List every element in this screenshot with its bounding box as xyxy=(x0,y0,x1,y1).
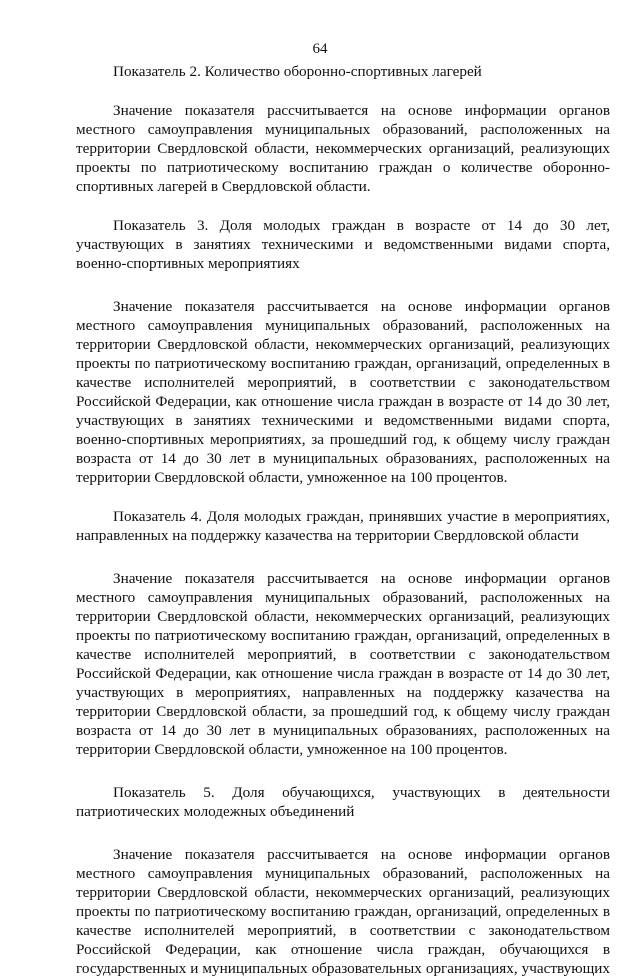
page-number: 64 xyxy=(312,41,328,57)
spacer xyxy=(76,821,610,845)
indicator-4-heading: Показатель 4. Доля молодых граждан, принявших участие в мероприятиях, направленных на поддержку казачества на территории Свердловской области xyxy=(76,508,610,544)
spacer xyxy=(76,196,610,216)
document-content xyxy=(76,62,610,978)
indicator-4-body: Значение показателя рассчитывается на основе информации органов местного самоуправления муниципальных образований, расположенных на территории Свердловской области, некоммерческих организаций, реализующих проекты по патриотическому воспитанию граждан, организаций, определенных в качестве исполнителей мероприятий, в соответствии с законодательством Российской Федерации, как отношение числа граждан в возрасте от 14 до 30 лет, участвующих в мероприятиях, направленных на поддержку казачества на территории Свердловской области, за прошедший год, к общему числу граждан возраста от 14 до 30 лет в муниципальных образованиях, расположенных на территории Свердловской области, умноженное на 100 процентов. xyxy=(76,570,610,758)
spacer xyxy=(76,487,610,507)
indicator-3-heading: Показатель 3. Доля молодых граждан в возрасте от 14 до 30 лет, участвующих в занятиях техническими и ведомственными видами спорта, военно-спортивных мероприятиях xyxy=(76,217,610,272)
indicator-2-heading: Показатель 2. Количество оборонно-спортивных лагерей xyxy=(113,63,482,80)
indicator-3-body: Значение показателя рассчитывается на основе информации органов местного самоуправления муниципальных образований, расположенных на территории Свердловской области, некоммерческих организаций, реализующих проекты по патриотическому воспитанию граждан, организаций, определенных в качестве исполнителей мероприятий, в соответствии с законодательством Российской Федерации, как отношение числа граждан в возрасте от 14 до 30 лет, участвующих в занятиях техническими и ведомственными видами спорта, военно-спортивных мероприятиях, за прошедший год, к общему числу граждан возраста от 14 до 30 лет в муниципальных образованиях, расположенных на территории Свердловской области, умноженное на 100 процентов. xyxy=(76,298,610,486)
indicator-5-body: Значение показателя рассчитывается на основе информации органов местного самоуправления муниципальных образований, расположенных на территории Свердловской области, некоммерческих организаций, реализующих проекты по патриотическому воспитанию граждан, организаций, определенных в качестве исполнителей мероприятий, в соответствии с законодательством Российской Федерации, как отношение числа граждан, обучающихся в государственных и муниципальных образовательных организациях, участвующих xyxy=(76,846,610,977)
spacer xyxy=(76,759,610,783)
indicator-5-heading: Показатель 5. Доля обучающихся, участвующих в деятельности патриотических молодежных объединений xyxy=(76,784,610,820)
spacer xyxy=(76,81,610,101)
spacer xyxy=(76,273,610,297)
spacer xyxy=(76,545,610,569)
indicator-2-body: Значение показателя рассчитывается на основе информации органов местного самоуправления муниципальных образований, расположенных на территории Свердловской области, некоммерческих организаций, реализующих проекты по патриотическому воспитанию граждан о количестве оборонно-спортивных лагерей в Свердловской области. xyxy=(76,102,610,195)
